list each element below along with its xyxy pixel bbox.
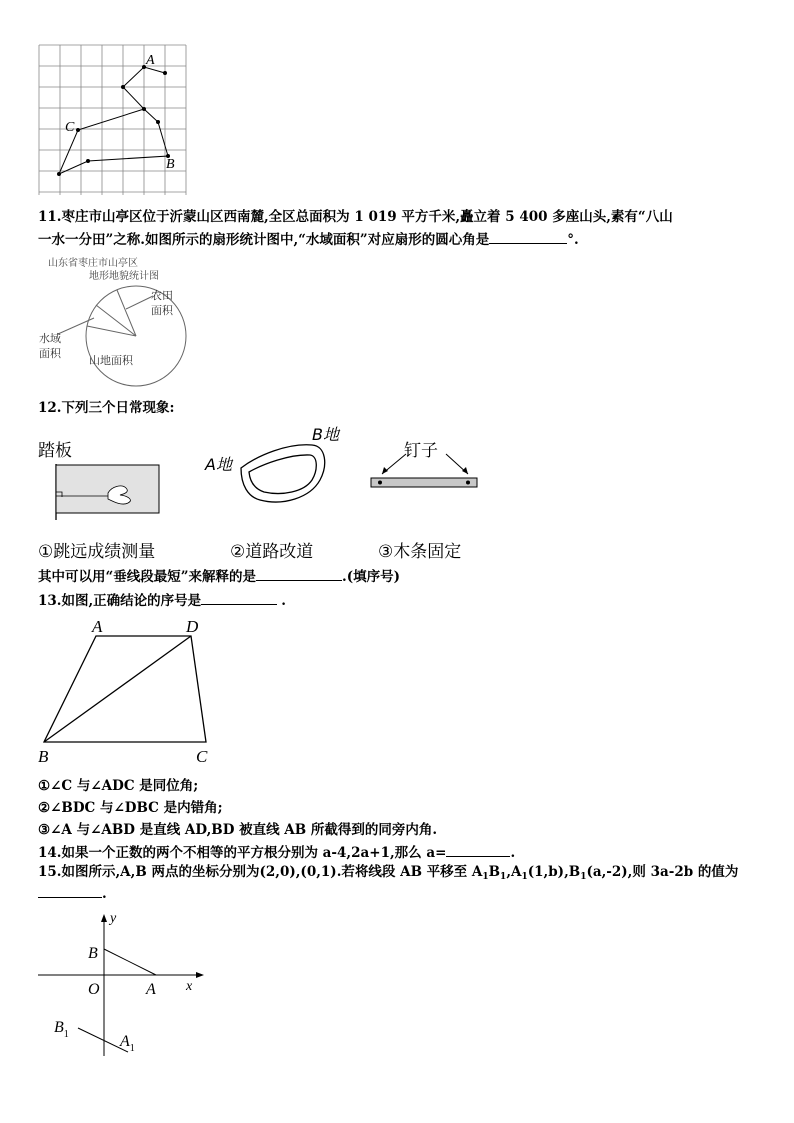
q13-option-3: ③∠A 与∠ABD 是直线 AD,BD 被直线 AB 所截得到的同旁内角. <box>38 822 438 838</box>
q12-question-text: 其中可以用“垂线段最短”来解释的是 <box>38 569 257 585</box>
q14-stem <box>38 842 515 863</box>
label-farm-1: 农田 <box>151 290 173 302</box>
q15-text-e: (a,-2),则 3a-2b 的值为 <box>586 864 739 880</box>
long-jump-figure <box>38 462 162 522</box>
vertex-label-c: C <box>196 747 208 766</box>
point-label-b1: $B_1$ <box>54 1019 69 1040</box>
axis-label-y: y <box>110 911 117 926</box>
road-figure <box>238 440 330 510</box>
q11-line2-text: 一水一分田”之称.如图所示的扇形统计图中,“水域面积”对应扇形的圆心角是 <box>38 232 490 248</box>
wood-strip-figure <box>368 452 480 492</box>
q11-answer-blank[interactable] <box>489 229 567 244</box>
q15-sub-2: 1 <box>500 872 507 882</box>
point-label-c: C <box>65 120 75 135</box>
point-label-a: A <box>146 53 155 68</box>
q15-sub-4: 1 <box>580 872 587 882</box>
q15-line2-end: . <box>102 886 107 902</box>
q15-line1 <box>38 862 738 887</box>
q13-stem-end: . <box>281 593 286 609</box>
vertex-label-a: A <box>92 617 103 636</box>
pie-chart-title-1: 山东省枣庄市山亭区 <box>48 258 138 269</box>
q15-answer-blank[interactable] <box>38 883 102 898</box>
caption-long-jump: ①跳远成绩测量 <box>38 542 156 562</box>
vertex-label-d: D <box>186 617 199 636</box>
label-farm-2: 面积 <box>151 305 173 317</box>
q12-stem: 12.下列三个日常现象: <box>38 400 175 416</box>
vertex-label-b: B <box>38 747 49 766</box>
q15-text-a: 15.如图所示,A,B 两点的坐标分别为(2,0),(0,1).若将线段 AB 平移至 A <box>38 864 483 880</box>
q11-line2-end: °. <box>567 232 579 248</box>
q11-line2 <box>38 229 579 250</box>
nail-label: 钉子 <box>404 441 438 461</box>
segment-ab <box>104 949 156 975</box>
point-label-b: B <box>88 945 98 962</box>
q12-question-end: .(填序号) <box>342 569 401 585</box>
q12-answer-blank[interactable] <box>256 566 342 581</box>
y-axis-arrow <box>101 914 107 922</box>
label-water-1: 水域 <box>39 333 61 345</box>
q15-sub-3: 1 <box>521 872 528 882</box>
trapezoid-figure <box>36 612 226 767</box>
pie-chart-figure <box>36 254 196 394</box>
point-label-b: B <box>166 157 175 172</box>
q15-text-d: (1,b),B <box>527 864 581 880</box>
q14-stem-text: 14.如果一个正数的两个不相等的平方根分别为 a-4,2a+1,那么 a= <box>38 845 447 861</box>
pie-chart-title-2: 地形地貌统计图 <box>89 271 159 282</box>
label-mountain: 山地面积 <box>89 355 133 367</box>
diagonal-bd <box>44 636 191 742</box>
constellation-path <box>59 67 168 174</box>
q11-line1: 11.枣庄市山亭区位于沂蒙山区西南麓,全区总面积为 1 019 平方千米,矗立着 5 400 多座山头,素有“八山 <box>38 209 673 225</box>
point-label-a1: $A_1$ <box>120 1033 135 1054</box>
q13-option-1: ①∠C 与∠ADC 是同位角; <box>38 778 199 794</box>
q12-question <box>38 566 400 587</box>
origin-label: O <box>88 981 100 998</box>
q15-line2 <box>38 883 107 904</box>
q13-option-2: ②∠BDC 与∠DBC 是内错角; <box>38 800 223 816</box>
axis-label-x: x <box>186 979 193 994</box>
q13-stem <box>38 590 286 611</box>
farm-leader <box>126 296 153 309</box>
q15-sub-1: 1 <box>482 872 489 882</box>
coordinate-figure <box>36 906 216 1066</box>
q13-answer-blank[interactable] <box>201 590 277 605</box>
trapezoid-outline <box>44 636 206 742</box>
label-water-2: 面积 <box>39 348 61 360</box>
place-b-label: B地 <box>312 425 339 444</box>
q14-stem-end: . <box>510 845 516 861</box>
q15-text-c: ,A <box>506 864 522 880</box>
pedal-label: 踏板 <box>38 441 72 461</box>
pie-divider-2 <box>87 326 136 336</box>
grid-lines <box>39 45 186 195</box>
q15-text-b: B <box>488 864 501 880</box>
q13-stem-text: 13.如图,正确结论的序号是 <box>38 593 202 609</box>
q14-answer-blank[interactable] <box>446 842 510 857</box>
point-label-a: A <box>146 981 156 998</box>
x-axis-arrow <box>196 972 204 978</box>
place-a-label: A地 <box>205 455 232 474</box>
caption-road: ②道路改道 <box>230 542 314 562</box>
grid-figure <box>38 44 188 199</box>
caption-wood-strip: ③木条固定 <box>378 542 462 562</box>
